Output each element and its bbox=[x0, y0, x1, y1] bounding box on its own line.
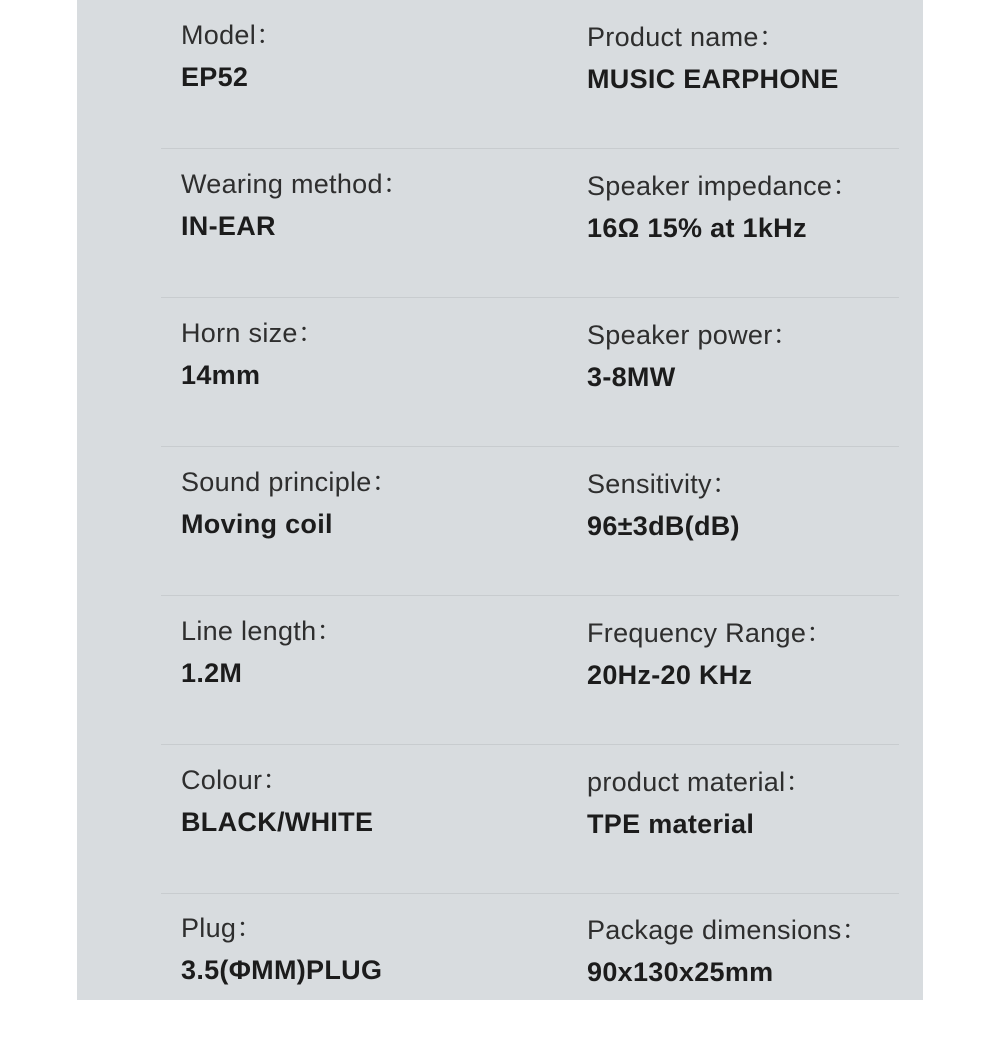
spec-label-wearing-method: Wearing method： bbox=[181, 169, 411, 199]
spec-value-colour: BLACK/WHITE bbox=[181, 807, 374, 837]
spec-value-product-name: MUSIC EARPHONE bbox=[587, 64, 839, 94]
spec-label-sensitivity: Sensitivity： bbox=[587, 469, 740, 499]
spec-row-horn-size bbox=[161, 298, 899, 447]
spec-label-line-length: Line length： bbox=[181, 616, 344, 646]
spec-value-sound-principle: Moving coil bbox=[181, 509, 333, 539]
spec-value-horn-size: 14mm bbox=[181, 360, 261, 390]
spec-label-horn-size: Horn size： bbox=[181, 318, 326, 348]
spec-value-speaker-power: 3-8MW bbox=[587, 362, 676, 392]
spec-label-plug: Plug： bbox=[181, 913, 264, 943]
spec-row-colour bbox=[161, 745, 899, 894]
spec-label-model: Model： bbox=[181, 20, 284, 50]
spec-label-frequency-range: Frequency Range： bbox=[587, 618, 834, 648]
spec-panel bbox=[77, 0, 923, 1000]
spec-row-line-length bbox=[161, 596, 899, 745]
spec-label-package-dimensions: Package dimensions： bbox=[587, 915, 869, 945]
spec-value-sensitivity: 96±3dB(dB) bbox=[587, 511, 740, 541]
spec-label-speaker-power: Speaker power： bbox=[587, 320, 800, 350]
spec-label-product-material: product material： bbox=[587, 767, 813, 797]
spec-value-product-material: TPE material bbox=[587, 809, 755, 839]
spec-row-sound-principle bbox=[161, 447, 899, 596]
spec-value-line-length: 1.2M bbox=[181, 658, 243, 688]
spec-value-package-dimensions: 90x130x25mm bbox=[587, 957, 774, 987]
spec-row-model bbox=[161, 0, 899, 149]
spec-label-product-name: Product name： bbox=[587, 22, 786, 52]
spec-label-sound-principle: Sound principle： bbox=[181, 467, 399, 497]
spec-value-model: EP52 bbox=[181, 62, 249, 92]
spec-value-plug: 3.5(ΦMM)PLUG bbox=[181, 955, 383, 985]
spec-value-wearing-method: IN-EAR bbox=[181, 211, 276, 241]
spec-row-wearing-method bbox=[161, 149, 899, 298]
spec-value-frequency-range: 20Hz-20 KHz bbox=[587, 660, 753, 690]
spec-label-speaker-impedance: Speaker impedance： bbox=[587, 171, 860, 201]
spec-row-plug bbox=[161, 893, 899, 1042]
spec-label-colour: Colour： bbox=[181, 765, 290, 795]
spec-value-speaker-impedance: 16Ω 15% at 1kHz bbox=[587, 213, 807, 243]
